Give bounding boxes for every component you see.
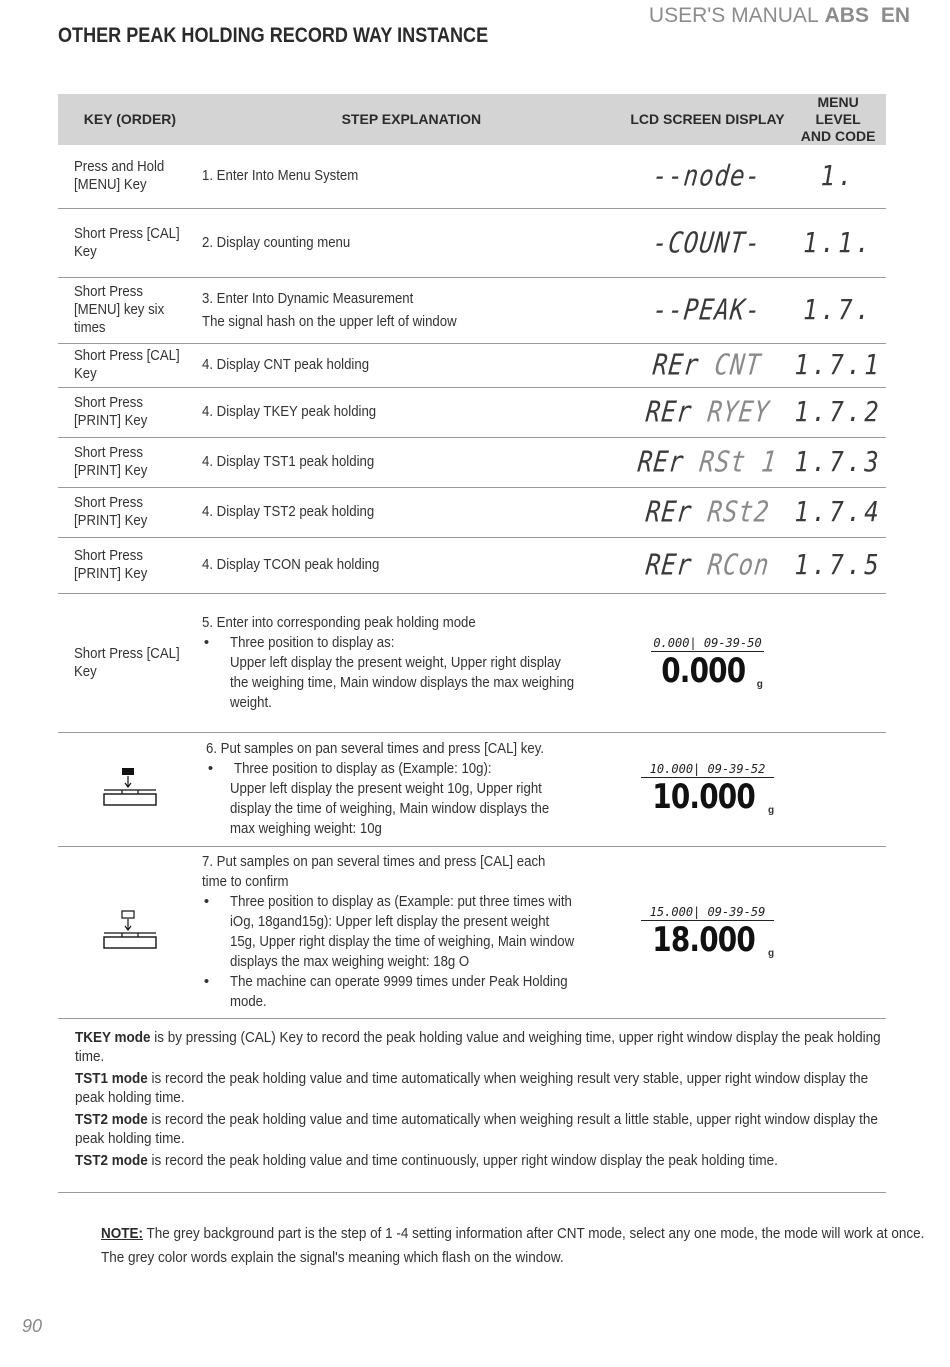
table-row [58, 437, 886, 487]
lcd-text: REr CNT [651, 348, 764, 382]
manual-prefix: USER'S MANUAL [648, 4, 819, 27]
note-line-1: The grey background part is the step of 1 -4 setting information after CNT mode, select any one mode, the mode will work at once. [143, 1225, 925, 1242]
table-row [58, 343, 886, 387]
code-cell: 1.7.1 [790, 343, 886, 387]
table-row [58, 208, 886, 277]
lcd-main-value: 10.000 [652, 777, 755, 817]
table-row [58, 387, 886, 437]
page-title: OTHER PEAK HOLDING RECORD WAY INSTANCE [58, 24, 489, 47]
lcd-top-line: 0.000| 09-39-50 [653, 635, 762, 650]
key-cell: Short Press [PRINT] Key [58, 437, 202, 487]
step-cell: 1. Enter Into Menu System [202, 145, 625, 208]
lcd-cell [625, 846, 790, 1018]
lcd-unit: g [768, 948, 775, 959]
manual-lang: EN [880, 4, 910, 27]
key-cell: Short Press [PRINT] Key [58, 487, 202, 537]
key-cell: Short Press [PRINT] Key [58, 387, 202, 437]
pan-with-weight-icon [102, 766, 158, 808]
step-bullets [202, 633, 625, 653]
manual-header [649, 4, 910, 28]
bullet-item: • Three position to display as: [202, 633, 625, 653]
step-cell: 5. Enter into corresponding peak holding mode • Three position to display as: Upper left display the present weight, Upper right display the weighing time, Main window displays the max weighing weight. [202, 593, 625, 732]
lcd-text: --PEAK- [651, 293, 764, 327]
mode-note: TST1 mode is record the peak holding value and time automatically when weighing result very stable, upper right window display the peak holding time. [75, 1070, 869, 1106]
lcd-cell [625, 732, 790, 846]
code-cell: 1.7.3 [790, 437, 886, 487]
step-cell: 4. Display TKEY peak holding [202, 387, 625, 437]
lcd-text: --node- [651, 159, 764, 194]
lcd-cell [625, 537, 790, 593]
step-cell: 4. Display TST2 peak holding [202, 487, 625, 537]
note-line-2: The grey color words explain the signal's meaning which flash on the window. [101, 1249, 564, 1266]
step-bullets [206, 759, 625, 779]
step-detail: Upper left display the present weight 10g, Upper right display the time of weighing, Main window displays the max weighing weight: 10g [229, 780, 550, 837]
lcd-panel [641, 762, 774, 816]
step-cell: 4. Display TCON peak holding [202, 537, 625, 593]
code-cell: 1.7.2 [790, 387, 886, 437]
key-cell [58, 846, 202, 1018]
mode-note: TST2 mode is record the peak holding value and time automatically when weighing result a little stable, upper right window display the peak holding time. [75, 1111, 878, 1147]
key-cell: Short Press [CAL] Key [58, 593, 202, 732]
lcd-text: REr RCon [643, 548, 772, 582]
step-cell: 6. Put samples on pan several times and press [CAL] key. • Three position to display as (Example: 10g): Upper left display the present weight 10g, Upper right display the time of weighing, Main window displays the max weighing weight: 10g [202, 732, 625, 846]
code-cell [790, 846, 886, 1018]
bullet-item: • Three position to display as (Example: 10g): [206, 759, 625, 779]
lcd-unit: g [756, 678, 763, 690]
lcd-cell [625, 487, 790, 537]
lcd-unit: g [768, 805, 775, 816]
step-cell: 4. Display CNT peak holding [202, 343, 625, 387]
header-key: KEY (ORDER) [58, 94, 202, 145]
lcd-cell [625, 277, 790, 343]
page-number: 90 [22, 1316, 43, 1336]
code-cell: 1.1. [790, 208, 886, 277]
mode-note: TKEY mode is by pressing (CAL) Key to record the peak holding value and weighing time, upper right window display the peak holding time. [75, 1029, 881, 1065]
table-row [58, 145, 886, 208]
step-detail: Upper left display the present weight, Upper right display the weighing time, Main window displays the max weighing weight. [229, 653, 574, 711]
note-block [101, 1222, 924, 1270]
lcd-cell [625, 208, 790, 277]
code-cell [790, 593, 886, 732]
code-cell: 1.7.4 [790, 487, 886, 537]
table-row [58, 487, 886, 537]
key-cell [58, 732, 202, 846]
table-row [58, 846, 886, 1018]
step-cell: 2. Display counting menu [202, 208, 625, 277]
lcd-top-line: 15.000| 09-39-59 [641, 905, 774, 921]
step-cell: 7. Put samples on pan several times and press [CAL] each time to confirm • Three position to display as (Example: put three times with iOg, 18gand15g): Upper left display the present weight 15g, Upper right display the time of weighing, Main window displays the max weighing weight: 18g O • The machine can operate 9999 times under Peak Holding mode. [202, 846, 625, 1018]
key-cell: Short Press [CAL] Key [58, 343, 202, 387]
step-cell: 3. Enter Into Dynamic Measurement The signal hash on the upper left of window [202, 277, 625, 343]
key-cell: Press and Hold [MENU] Key [58, 145, 202, 208]
lcd-text: REr RSt2 [643, 495, 772, 529]
lcd-top-line: 10.000| 09-39-52 [641, 762, 774, 778]
lcd-cell [625, 593, 790, 732]
key-cell: Short Press [MENU] key six times [58, 277, 202, 343]
table-row [58, 277, 886, 343]
lcd-panel [651, 636, 763, 690]
manual-model: ABS [824, 4, 869, 27]
code-cell: 1.7. [790, 277, 886, 343]
code-cell: 1.7.5 [790, 537, 886, 593]
header-step: STEP EXPLANATION [202, 94, 625, 145]
table-row [58, 537, 886, 593]
instruction-table [58, 94, 886, 1019]
mode-note: TST2 mode is record the peak holding value and time continuously, upper right window display the peak holding time. [75, 1152, 778, 1169]
lcd-text: REr RSt 1 [636, 445, 779, 479]
lcd-main-value: 18.000 [652, 920, 755, 960]
step-bullets [202, 892, 625, 1012]
header-code: MENU LEVEL AND CODE [790, 94, 886, 145]
lcd-text: REr RYEY [643, 395, 772, 429]
lcd-cell [625, 437, 790, 487]
step-cell: 4. Display TST1 peak holding [202, 437, 625, 487]
lcd-cell [625, 343, 790, 387]
header-lcd: LCD SCREEN DISPLAY [625, 94, 790, 145]
lcd-main-value: 0.000 [661, 650, 746, 691]
table-row [58, 732, 886, 846]
key-cell: Short Press [PRINT] Key [58, 537, 202, 593]
table-row [58, 593, 886, 732]
bullet-item: • The machine can operate 9999 times under Peak Holding mode. [202, 972, 625, 1012]
lcd-text: -COUNT- [651, 225, 764, 260]
lcd-panel [641, 905, 774, 959]
note-label: NOTE: [101, 1225, 144, 1242]
key-cell: Short Press [CAL] Key [58, 208, 202, 277]
divider [58, 1192, 886, 1193]
bullet-item: • Three position to display as (Example: put three times with iOg, 18gand15g): Upper left display the present weight 15g, Upper right display the time of weighing, Main window displays the max weighing weight: 18g O [202, 892, 625, 972]
lcd-cell [625, 145, 790, 208]
lcd-cell [625, 387, 790, 437]
code-cell [790, 732, 886, 846]
code-cell: 1. [790, 145, 886, 208]
table-header-row [58, 94, 886, 145]
pan-with-empty-weight-icon [102, 909, 158, 951]
mode-notes [75, 1028, 895, 1173]
